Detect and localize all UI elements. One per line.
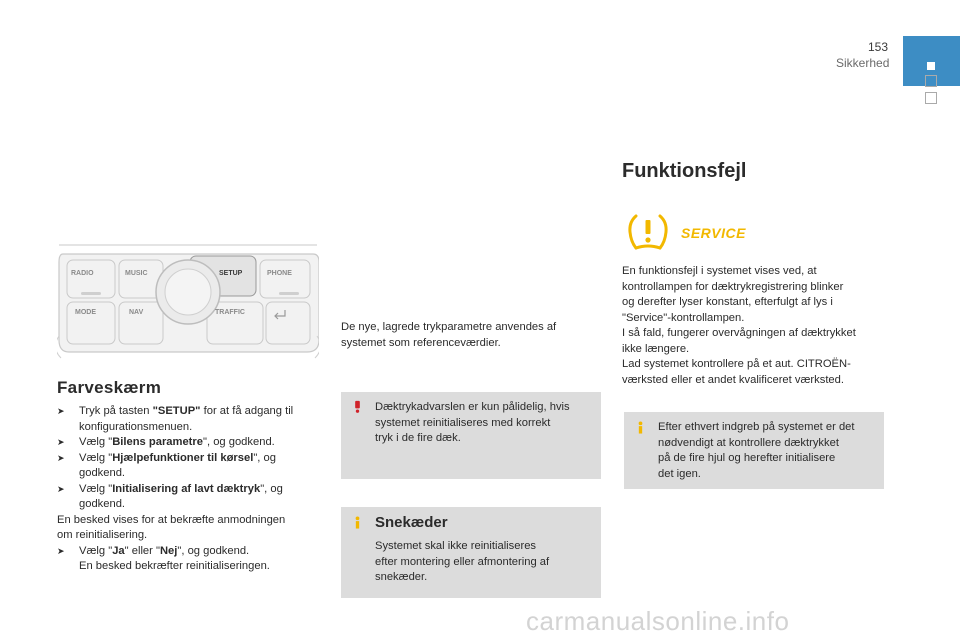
info-text: Efter ethvert indgreb på systemet er det nødvendigt at kontrollere dæktrykket på de fire hjul og herefter initialisere det igen. bbox=[658, 421, 855, 480]
reference-values-paragraph: De nye, lagrede trykparametre anvendes af systemet som referenceværdier. bbox=[341, 321, 557, 349]
list-item: ➤ Vælg "Bilens parametre", og godkend. bbox=[57, 435, 329, 451]
list-item: ➤ Tryk på tasten "SETUP" for at få adgang til konfigurationsmenuen. bbox=[57, 405, 294, 433]
bullet-arrow-icon: ➤ bbox=[57, 483, 65, 494]
panel-button-music: MUSIC bbox=[125, 270, 148, 277]
bullet-arrow-icon: ➤ bbox=[57, 545, 65, 556]
bullet-arrow-icon: ➤ bbox=[57, 437, 65, 447]
list-item: ➤ Vælg "Ja" eller "Nej", og godkend. En besked bekræfter reinitialiseringen. bbox=[57, 544, 270, 572]
info-icon bbox=[351, 516, 364, 529]
exclamation-warning-icon bbox=[351, 400, 364, 413]
snekaeder-box bbox=[341, 507, 601, 598]
section-label: Sikkerhed bbox=[836, 56, 890, 70]
control-panel-illustration bbox=[57, 240, 319, 362]
warning-box bbox=[341, 392, 601, 479]
farveskaerm-instructions bbox=[57, 404, 329, 575]
tab-square-icon bbox=[925, 75, 937, 87]
tyre-pressure-warning-icon bbox=[626, 212, 670, 252]
snekaeder-text: Systemet skal ikke reinitialiseres efter montering eller afmontering af snekæder. bbox=[375, 540, 550, 583]
bullet-arrow-icon: ➤ bbox=[57, 406, 65, 416]
panel-button-nav: NAV bbox=[129, 309, 144, 316]
page-number: 153 bbox=[868, 40, 889, 54]
panel-button-mode: MODE bbox=[75, 309, 96, 316]
list-item: ➤ Vælg "Initialisering af lavt dæktryk", og godkend. bbox=[57, 482, 283, 510]
info-box bbox=[624, 412, 884, 489]
watermark: carmanualsonline.info bbox=[526, 606, 790, 636]
service-warning-label: SERVICE bbox=[681, 225, 746, 241]
section-title-funktionsfejl: Funktionsfejl bbox=[622, 160, 747, 182]
panel-button-traffic: TRAFFIC bbox=[215, 309, 245, 316]
info-icon bbox=[634, 421, 647, 434]
warning-text: Dæktrykadvarslen er kun pålidelig, hvis systemet reinitialiseres med korrekt tryk i de fire dæk. bbox=[375, 401, 570, 444]
panel-button-phone: PHONE bbox=[267, 270, 292, 277]
panel-button-radio: RADIO bbox=[71, 270, 94, 277]
funktionsfejl-text: En funktionsfejl i systemet vises ved, at kontrollampen for dæktrykregistrering blinker og derefter lyser konstant, efterfulgt af lys i "Service"-kontrollampen. I så fald, fungerer overvågningen af dæktrykket ikke længere. Lad systemet kontrollere på et aut. CITROËN- værksted eller et andet kvalificeret værksted. bbox=[622, 265, 856, 386]
paragraph: En besked vises for at bekræfte anmodningen om reinitialisering. bbox=[57, 513, 286, 541]
list-item: ➤ Vælg "Hjælpefunktioner til kørsel", og godkend. bbox=[57, 451, 276, 479]
section-title-farveskaerm: Farveskærm bbox=[57, 378, 162, 397]
bullet-arrow-icon: ➤ bbox=[57, 452, 65, 463]
panel-button-setup: SETUP bbox=[219, 270, 243, 277]
tab-square-icon bbox=[925, 92, 937, 104]
tab-marker-icon bbox=[927, 62, 935, 70]
snekaeder-title: Snekæder bbox=[375, 514, 448, 531]
